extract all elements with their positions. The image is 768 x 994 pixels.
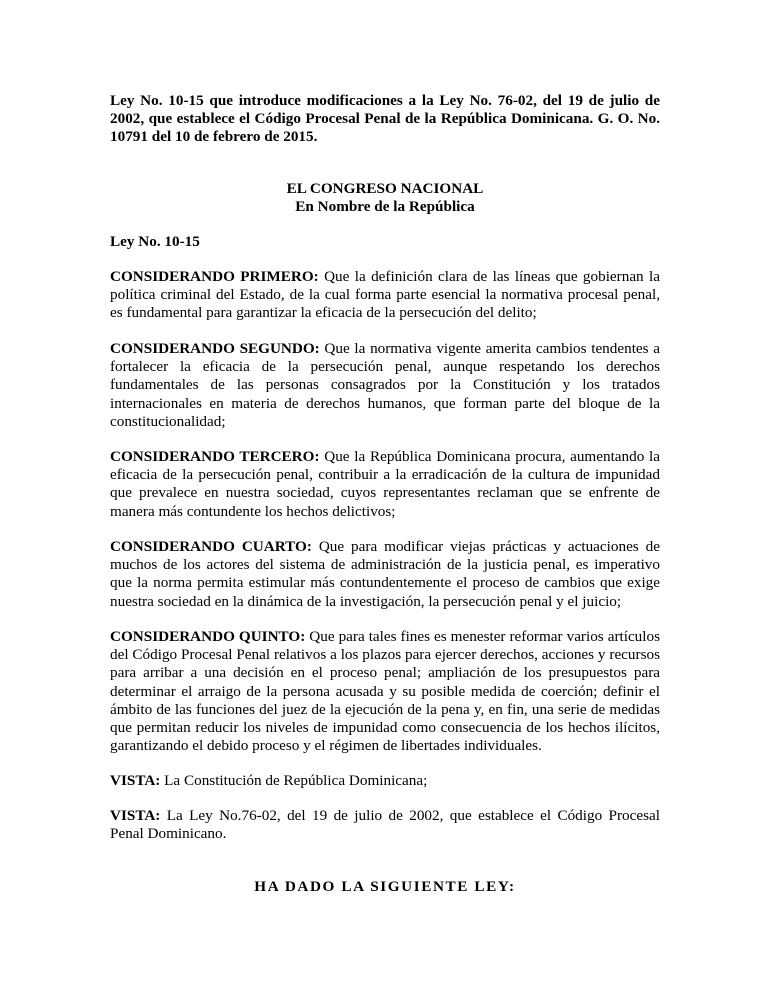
considerando-cuarto — [110, 538, 660, 611]
considerando-text: Que la normativa vigente amerita cambios tendentes a fortalecer la eficacia de la persecución penal, aunque respetando los derechos fundamentales de las personas consagrados por la Constitución y los tratados internacionales en materia de derechos humanos, que forman parte del bloque de la constitucionalidad; — [110, 340, 661, 430]
considerando-label: CONSIDERANDO SEGUNDO: — [110, 340, 320, 357]
considerando-quinto — [110, 628, 660, 755]
document-title: Ley No. 10-15 que introduce modificaciones a la Ley No. 76-02, del 19 de julio de 2002, que establece el Código Procesal Penal de la República Dominicana. G. O. No. 10791 del 10 de febrero de 2015. — [110, 92, 660, 146]
considerando-label: CONSIDERANDO TERCERO: — [110, 448, 320, 465]
considerando-primero — [110, 268, 660, 323]
considerando-text: Que para tales fines es menester reformar varios artículos del Código Procesal Penal relativos a los plazos para ejercer derechos, acciones y recursos para arribar a una decisión en el proceso penal; ampliación de los presupuestos para determinar el arraigo de la persona acusada y su posible medida de coerción; definir el ámbito de las funciones del juez de la ejecución de la pena y, en fin, una serie de medidas que permitan reducir los niveles de impunidad como consecuencia de los hechos ilícitos, garantizando el debido proceso y el régimen de libertades individuales. — [110, 628, 661, 755]
vista-label: VISTA: — [110, 807, 161, 824]
vista-text: La Constitución de República Dominicana; — [160, 772, 428, 789]
heading-en-nombre: En Nombre de la República — [295, 198, 475, 215]
heading-congreso: EL CONGRESO NACIONAL — [286, 180, 484, 197]
considerando-text: Que la República Dominicana procura, aumentando la eficacia de la persecución penal, contribuir a la erradicación de la cultura de impunidad que prevalece en nuestra sociedad, cuyos representantes reclaman que se enfrente de manera más contundente los hechos delictivos; — [110, 448, 661, 520]
considerando-text: Que para modificar viejas prácticas y actuaciones de muchos de los actores del sistema de administración de la justicia penal, es imperativo que la norma permita estimular más contundentemente el proceso de cambios que exige nuestra sociedad en la dinámica de la investigación, la persecución penal y el juicio; — [110, 538, 660, 610]
law-number: Ley No. 10-15 — [110, 233, 200, 250]
vista-text: La Ley No.76-02, del 19 de julio de 2002, que establece el Código Procesal Penal Dominicano. — [110, 807, 660, 843]
considerando-tercero — [110, 448, 660, 521]
considerando-label: CONSIDERANDO CUARTO: — [110, 538, 312, 555]
vista-constitucion — [110, 772, 660, 790]
considerando-text: Que la definición clara de las líneas que gobiernan la política criminal del Estado, de la cual forma parte esencial la normativa procesal penal, es fundamental para garantizar la eficacia de la persecución del delito; — [110, 268, 660, 322]
considerando-label: CONSIDERANDO PRIMERO: — [110, 268, 319, 285]
closing-heading: HA DADO LA SIGUIENTE LEY: — [254, 878, 516, 895]
considerando-segundo — [110, 340, 660, 431]
vista-ley-76-02 — [110, 807, 660, 843]
vista-label: VISTA: — [110, 772, 161, 789]
considerando-label: CONSIDERANDO QUINTO: — [110, 628, 306, 645]
